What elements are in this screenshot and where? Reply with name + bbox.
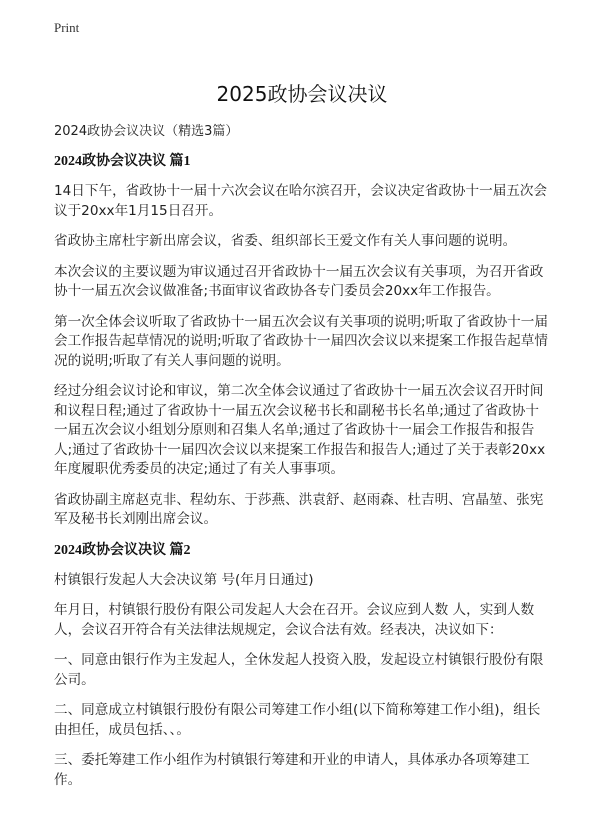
paragraph: 省政协副主席赵克非、程幼东、于莎燕、洪袁舒、赵雨森、杜吉明、宫晶堃、张宪军及秘书长刘刚出席会议。 <box>54 491 544 527</box>
paragraph: 本次会议的主要议题为审议通过召开省政协十一届五次会议有关事项，为召开省政协十一届五次会议做准备;书面审议省政协各专门委员会20xx年工作报告。 <box>54 263 544 299</box>
paragraph: 省政协主席杜宇新出席会议，省委、组织部长王爱文作有关人事问题的说明。 <box>54 233 517 249</box>
paragraph: 14日下午，省政协十一届十六次会议在哈尔滨召开，会议决定省政协十一届五次会议于20xx年1月15日召开。 <box>54 183 548 219</box>
paragraph: 二、同意成立村镇银行股份有限公司筹建工作小组(以下简称筹建工作小组)，组长由担任，成员包括、、。 <box>54 702 541 738</box>
paragraph: 三、委托筹建工作小组作为村镇银行筹建和开业的申请人，具体承办各项筹建工作。 <box>54 752 530 788</box>
paragraph: 一、同意由银行作为主发起人，全休发起人投资入股，发起设立村镇银行股份有限公司。 <box>54 652 544 688</box>
section-heading: 2024政协会议决议 篇2 <box>54 542 191 558</box>
print-link[interactable]: Print <box>54 20 80 35</box>
document <box>54 80 550 801</box>
paragraph: 年月日，村镇银行股份有限公司发起人大会在召开。会议应到人数 人，实到人数 人，会议召开符合有关法律法规规定，会议合法有效。经表决，决议如下： <box>54 602 535 638</box>
paragraph: 经过分组会议讨论和审议，第二次全体会议通过了省政协十一届五次会议召开时间和议程日程;通过了省政协十一届五次会议秘书长和副秘书长名单;通过了省政协十一届五次会议小组划分原则和召集人名单;通过了省政协十一届会工作报告和报告人;通过了省政协十一届四次会议以来提案工作报告和报告人;通过了关于表彰20xx年度履职优秀委员的决定;通过了有关人事事项。 <box>54 383 546 477</box>
page-title: 2025政协会议决议 <box>216 82 388 106</box>
section-heading: 2024政协会议决议 篇1 <box>54 154 191 169</box>
section-1 <box>54 152 550 530</box>
paragraph: 村镇银行发起人大会决议第 号(年月日通过) <box>54 571 314 588</box>
paragraph: 第一次全体会议听取了省政协十一届五次会议有关事项的说明;听取了省政协十一届会工作报告起草情况的说明;听取了省政协十一届四次会议以来提案工作报告起草情况的说明;听取了有关人事问题的说明。 <box>54 313 548 369</box>
document-subtitle: 2024政协会议决议（精选3篇） <box>54 124 239 139</box>
section-2 <box>54 541 550 791</box>
